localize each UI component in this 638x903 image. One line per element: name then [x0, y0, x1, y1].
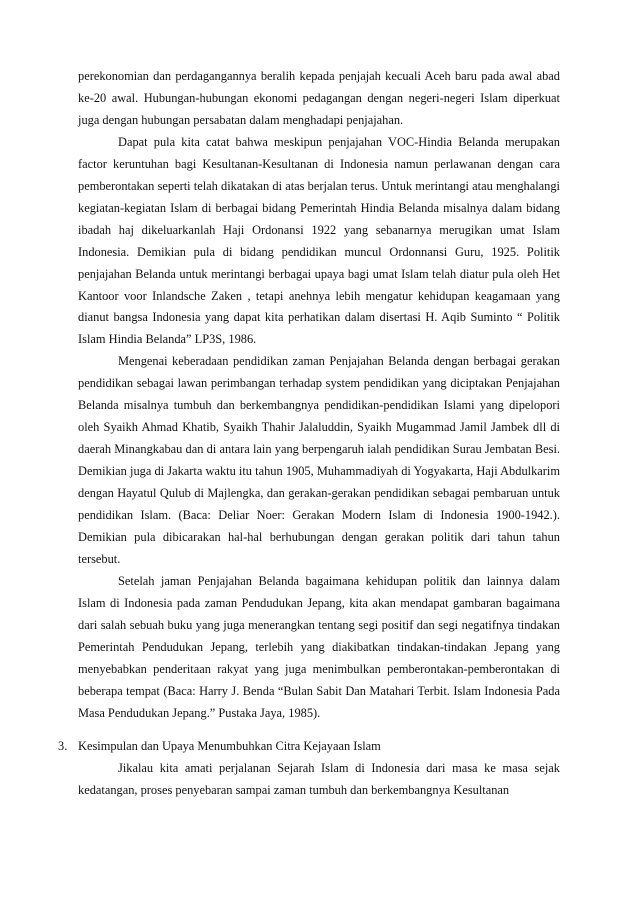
paragraph-education: Mengenai keberadaan pendidikan zaman Penjajahan Belanda dengan berbagai gerakan pendidikan sebagai lawan perimbangan terhadap system pendidikan yang diciptakan Penjajahan Belanda misalnya tumbuh dan berkembangnya pendidikan-pendidikan Islami yang dipelopori oleh Syaikh Ahmad Khatib, Syaikh Thahir Jalaluddin, Syaikh Mugammad Jamil Jambek dll di daerah Minangkabau dan di antara lain yang berpengaruh ialah pendidikan Surau Jembatan Besi. Demikian juga di Jakarta waktu itu tahun 1905, Muhammadiyah di Yogyakarta, Haji Abdulkarim dengan Hayatul Qulub di Majlengka, dan gerakan-gerakan pendidikan sebagai pembaruan untuk pendidikan Islam. (Baca: Deliar Noer: Gerakan Modern Islam di Indonesia 1900-1942.). Demikian pula dibicarakan hal-hal berhubungan dengan gerakan politik dari tahun tahun tersebut.	[78, 354, 560, 566]
section-number: 3.	[58, 738, 68, 753]
paragraph-japanese-occupation: Setelah jaman Penjajahan Belanda bagaimana kehidupan politik dan lainnya dalam Islam di Indonesia pada zaman Pendudukan Jepang, kita akan mendapat gambaran bagaimana dari salah sebuah buku yang juga menerangkan tentang segi positif dan segi negatifnya tindakan Pemerintah Pendudukan Jepang, terlebih yang diakibatkan tindakan-tindakan Jepang yang menyebabkan penderitaan rakyat yang juga menimbulkan pemberontakan-pemberontakan di beberapa tempat (Baca: Harry J. Benda “Bulan Sabit Dan Matahari Terbit. Islam Indonesia Pada Masa Pendudukan Jepang.” Pustaka Jaya, 1985).	[78, 573, 560, 720]
paragraph-voc-policy: Dapat pula kita catat bahwa meskipun penjajahan VOC-Hindia Belanda merupakan factor keruntuhan bagi Kesultanan-Kesultanan di Indonesia namun perlawanan dengan cara pemberontakan seperti telah dikatakan di atas berjalan terus. Untuk merintangi atau menghalangi kegiatan-kegiatan Islam di berbagai bidang Pemerintah Hindia Belanda misalnya dalam bidang ibadah haj dikeluarkanlah Haji Ordonansi 1922 yang sebanarnya merugikan umat Islam Indonesia. Demikian pula di bidang pendidikan muncul Ordonnansi Guru, 1925. Politik penjajahan Belanda untuk merintangi berbagai upaya bagi umat Islam telah diatur pula oleh Het Kantoor voor Inlandsche Zaken , tetapi anehnya lebih mengatur kehidupan keagamaan yang dianut bangsa Indonesia yang dapat kita perhatikan dalam disertasi H. Aqib Suminto “ Politik Islam Hindia Belanda” LP3S, 1986.	[78, 134, 560, 347]
section-title: Kesimpulan dan Upaya Menumbuhkan Citra Kejayaan Islam	[78, 738, 381, 753]
paragraph-conclusion: Jikalau kita amati perjalanan Sejarah Islam di Indonesia dari masa ke masa sejak kedatangan, proses penyebaran sampai zaman tumbuh dan berkembangnya Kesultanan	[78, 760, 560, 797]
section-heading	[58, 736, 560, 758]
paragraph-economy: perekonomian dan perdagangannya beralih kepada penjajah kecuali Aceh baru pada awal abad ke-20 awal. Hubungan-hubungan ekonomi pedagangan dengan negeri-negeri Islam diperkuat juga dengan hubungan persabatan dalam menghadapi penjajahan.	[78, 69, 560, 127]
document-body	[58, 66, 560, 801]
